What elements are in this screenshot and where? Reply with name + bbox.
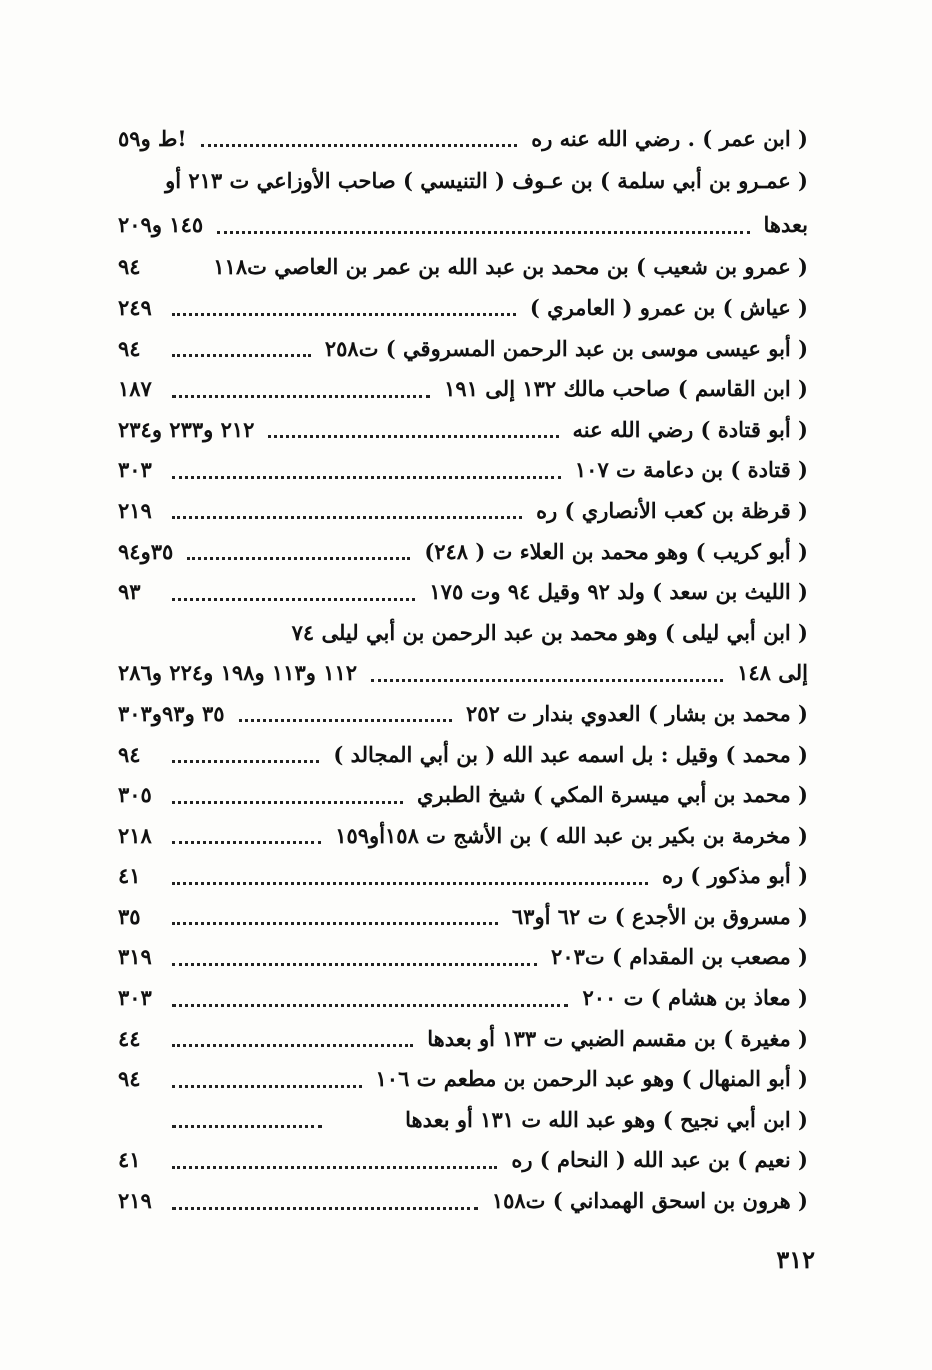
index-entry [118, 1180, 808, 1221]
index-entry [118, 856, 808, 897]
index-entry [118, 896, 808, 937]
entry-pages: ٩٤ [118, 1066, 141, 1092]
index-entry [118, 159, 808, 203]
leader-dots [172, 942, 537, 966]
entry-name: ( محمد بن أبي ميسرة المكي ) شيخ الطبري [416, 782, 808, 808]
page-number: ٣١٢ [776, 1245, 815, 1274]
entry-pages: ٢١٨ [118, 822, 152, 848]
entry-name: ( مصعب بن المقدام ) ت٢٠٣ [551, 944, 808, 970]
index-entry [118, 653, 808, 694]
leader-dots [172, 1186, 478, 1210]
leader-dots [172, 861, 648, 885]
leader-dots [201, 123, 518, 147]
entry-name: ( عمرو بن شعيب ) بن محمد بن عبد الله بن عمر بن العاصي ت١١٨ [213, 254, 808, 280]
index-entries [118, 118, 808, 1221]
leader-dots [172, 1104, 322, 1128]
entry-name: ( الليث بن سعد ) ولد ٩٢ وقيل ٩٤ وت ١٧٥ [429, 579, 808, 605]
entry-name: ( محمد ) وقيل : بل اسمه عبد الله ( بن أبي المجالد ) [333, 741, 808, 767]
entry-name: ( ابن أبي نجيح ) وهو عبد الله ت ١٣١ أو بعدها [405, 1106, 808, 1132]
index-entry [118, 368, 808, 409]
entry-pages: ٣٥و٩٤ [118, 538, 174, 564]
entry-pages: ٤١ [118, 1147, 141, 1173]
index-entry [118, 693, 808, 734]
entry-pages: ٣٠٣ [118, 457, 152, 483]
index-entry [118, 450, 808, 491]
index-entry [118, 1058, 808, 1099]
entry-pages: ٩٤ [118, 335, 141, 361]
index-entry [118, 1140, 808, 1181]
entry-pages: ٢١٢ و٢٣٣ و٢٣٤ [118, 416, 255, 442]
index-entry [118, 247, 808, 288]
entry-name: ( أبو مذكور ) ره [661, 863, 808, 889]
index-entry [118, 531, 808, 572]
leader-dots [172, 495, 522, 519]
leader-dots [172, 1145, 497, 1169]
leader-dots [187, 536, 410, 560]
entry-name: ( عمـرو بن أبي سلمة ) بن عـوف ( التنيسي ) صاحب الأوزاعي ت ٢١٣ أو [165, 168, 808, 194]
entry-name: ( أبو قتادة ) رضي الله عنه [572, 416, 808, 442]
index-entry [118, 977, 808, 1018]
entry-pages: ٢٤٩ [118, 294, 152, 320]
entry-name: ( مغيرة ) بن مقسم الضبي ت ١٣٣ أو بعدها [427, 1025, 808, 1051]
entry-pages: ٣٠٣ [118, 985, 152, 1011]
entry-pages: ١٨٧ [118, 376, 152, 402]
entry-pages: ٣٥ [118, 903, 141, 929]
index-entry [118, 118, 808, 159]
index-entry [118, 490, 808, 531]
index-entry [118, 409, 808, 450]
leader-dots [172, 820, 321, 844]
entry-pages: ٩٤ [118, 741, 141, 767]
entry-pages: !ط و٥٩ [118, 125, 187, 151]
entry-name: ( أبو عيسى موسى بن عبد الرحمن المسروقي ) ت٢٥٨ [324, 335, 808, 361]
leader-dots [172, 455, 561, 479]
leader-dots [239, 698, 452, 722]
leader-dots [172, 983, 568, 1007]
entry-pages: ٩٣ [118, 579, 141, 605]
leader-dots [172, 739, 319, 763]
leader-dots [172, 1023, 413, 1047]
leader-dots [172, 1064, 362, 1088]
entry-pages: ٢١٩ [118, 1188, 152, 1214]
entry-name: ( ابن القاسم ) صاحب مالك ١٣٢ إلى ١٩١ [444, 376, 808, 402]
entry-pages: ٣٠٥ [118, 782, 152, 808]
entry-pages: ٣٥ و٩٣و٣٠٣ [118, 700, 225, 726]
index-entry [118, 571, 808, 612]
entry-pages: ٣١٩ [118, 944, 152, 970]
leader-dots [268, 414, 558, 438]
entry-name: ( مخرمة بن بكير بن عبد الله ) بن الأشج ت ١٥٨أو١٥٩ [335, 822, 808, 848]
entry-name: ( أبو المنهال ) وهو عبد الرحمن بن مطعم ت ١٠٦ [375, 1066, 808, 1092]
entry-pages: ٩٤ [118, 254, 141, 280]
entry-name: بعدها [763, 212, 808, 238]
entry-name: إلى ١٤٨ [737, 660, 808, 686]
entry-name: ( ابن عمر ) . رضي الله عنه ره [531, 125, 808, 151]
entry-name: ( محمد بن بشار ) العدوي بندار ت ٢٥٢ [465, 700, 808, 726]
entry-name: ( قرظة بن كعب الأنصاري ) ره [536, 497, 808, 523]
leader-dots [172, 333, 311, 357]
index-entry [118, 937, 808, 978]
entry-name: ( أبو كريب ) وهو محمد بن العلاء ت ( ٢٤٨) [424, 538, 808, 564]
entry-name: ( هرون بن اسحق الهمداني ) ت١٥٨ [491, 1188, 808, 1214]
entry-pages: ٤٤ [118, 1025, 141, 1051]
leader-dots [371, 658, 723, 682]
leader-dots [172, 780, 403, 804]
entry-name: ( عياش ) بن عمرو ( العامري ) [529, 294, 808, 320]
entry-pages: ٤١ [118, 863, 141, 889]
entry-name: ( معاذ بن هشام ) ت ٢٠٠ [582, 985, 808, 1011]
index-entry [118, 734, 808, 775]
index-entry [118, 815, 808, 856]
entry-pages: ١٤٥ و٢٠٩ [118, 212, 204, 238]
entry-name: ( ابن أبي ليلى ) وهو محمد بن عبد الرحمن بن أبي ليلى ٧٤ [291, 619, 808, 645]
index-entry [118, 287, 808, 328]
leader-dots [172, 901, 498, 925]
leader-dots [172, 577, 415, 601]
entry-pages: ١١٢ و١١٣ و١٩٨ و٢٢٤ و٢٨٦ [118, 660, 358, 686]
entry-pages: ٢١٩ [118, 497, 152, 523]
entry-name: ( قتادة ) بن دعامة ت ١٠٧ [574, 457, 808, 483]
leader-dots [217, 210, 749, 234]
index-entry [118, 612, 808, 653]
leader-dots [172, 374, 430, 398]
index-entry [118, 774, 808, 815]
leader-dots [172, 292, 516, 316]
entry-name: ( مسروق بن الأجدع ) ت ٦٢ أو٦٣ [511, 903, 808, 929]
index-entry [118, 203, 808, 247]
index-entry [118, 328, 808, 369]
entry-name: ( نعيم ) بن عبد الله ( النحام ) ره [511, 1147, 808, 1173]
index-entry [118, 1099, 808, 1140]
index-entry [118, 1018, 808, 1059]
